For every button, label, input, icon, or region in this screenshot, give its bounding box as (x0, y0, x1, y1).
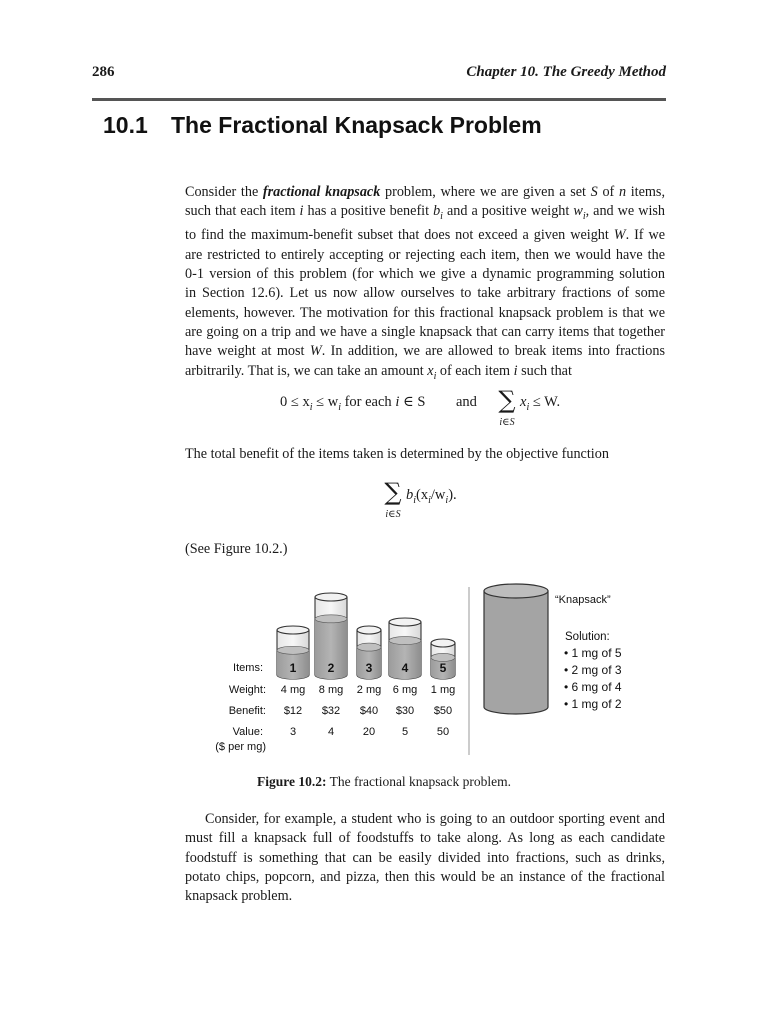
item-rim (277, 626, 309, 634)
section-heading (103, 112, 542, 139)
row-labels (215, 662, 266, 753)
value-unit-label: ($ per mg) (215, 741, 266, 753)
knapsack-cylinder (484, 584, 548, 714)
objective-intro: The total benefit of the items taken is determined by the objective function (185, 446, 609, 462)
item-liquid-surface (389, 637, 421, 645)
item-weight: 2 mg (356, 684, 382, 696)
item-weight: 4 mg (280, 684, 306, 696)
item-benefit: $12 (283, 705, 303, 717)
para1-line: have weight at most W. In addition, we are allowed to break items into fractions (185, 343, 665, 360)
page-number: 286 (92, 64, 115, 80)
item-cylinder-5 (431, 639, 455, 738)
chapter-title: Chapter 10. The Greedy Method (466, 64, 666, 80)
para1-line: arbitrarily. That is, we can take an amount $x_i$ of each item i such that (185, 362, 572, 382)
item-id-label: 1 (289, 661, 297, 675)
item-benefit: $40 (359, 705, 379, 717)
item-cylinder-3 (357, 626, 381, 738)
constraint-equation: $0 \le x_i \le w_i$ for each i ∈ S and ∑ i∈S $x_i \le W$. (280, 386, 561, 428)
para1-line: elements, however. The motivation for this fractional knapsack problem is that we (185, 304, 665, 321)
para1-line: are going on a trip and we have a single knapsack that can carry items that together (185, 323, 665, 340)
item-liquid-surface (357, 643, 381, 651)
item-weight: 1 mg (430, 684, 456, 696)
para3-line: potato chips, popcorn, and pizza, then this would be an instance of the fractional (185, 868, 665, 885)
solution-item: • 6 mg of 4 (564, 680, 622, 694)
item-benefit: $30 (395, 705, 415, 717)
item-value: 4 (327, 726, 335, 738)
intro-paragraph (185, 183, 665, 386)
para3-line: knapsack problem. (185, 888, 293, 905)
item-weight: 6 mg (392, 684, 418, 696)
items-label: Items: (233, 662, 263, 674)
item-cylinder-1 (277, 626, 309, 738)
para3-line: foodstuff is something that can be easily divided into fractions, such as drinks, (185, 849, 665, 866)
value-label: Value: (232, 726, 263, 738)
item-rim (431, 639, 455, 647)
objective-equation: ∑ i∈S $b_i(x_i/w_i)$. (384, 478, 457, 520)
item-cylinders (277, 593, 455, 738)
item-id-label: 4 (401, 661, 409, 675)
item-benefit: $32 (321, 705, 341, 717)
para1-line: to find the maximum-benefit subset that does not exceed a given weight W. If we (185, 227, 665, 244)
figure-caption (0, 774, 768, 790)
item-rim (389, 618, 421, 626)
solution-title: Solution: (565, 631, 610, 643)
page-header (92, 64, 666, 84)
item-benefit: $50 (433, 705, 453, 717)
item-cylinder-2 (315, 593, 347, 738)
caption-label: Figure 10.2: (256, 774, 327, 789)
item-liquid-surface (277, 646, 309, 654)
item-value: 50 (436, 726, 450, 738)
item-value: 3 (289, 726, 297, 738)
item-cylinder-4 (389, 618, 421, 738)
weight-label: Weight: (228, 684, 266, 696)
para1-line: in Section 12.6). Let us now allow ourselves to take arbitrary fractions of some (185, 285, 665, 302)
item-rim (357, 626, 381, 634)
solution-item: • 1 mg of 2 (564, 697, 622, 711)
caption-text: The fractional knapsack problem. (326, 774, 512, 789)
item-value: 20 (362, 726, 376, 738)
item-id-label: 5 (439, 661, 447, 675)
section-number: 10.1 (103, 112, 148, 138)
item-id-label: 3 (365, 661, 373, 675)
figure-reference: (See Figure 10.2.) (185, 541, 288, 557)
section-title: The Fractional Knapsack Problem (171, 112, 542, 138)
knapsack-figure (0, 575, 768, 775)
item-id-label: 2 (327, 661, 335, 675)
solution-item: • 2 mg of 3 (564, 663, 622, 677)
header-rule (92, 98, 666, 101)
example-paragraph (185, 810, 665, 906)
para1-line: 0-1 version of this problem (for which we give a dynamic programming solution (185, 266, 665, 283)
item-liquid-surface (315, 615, 347, 623)
para3-line: Consider, for example, a student who is going to an outdoor sporting event and (205, 811, 665, 827)
sigma-symbol: ∑ (498, 386, 516, 414)
sigma-symbol: ∑ (384, 478, 402, 506)
knapsack-label: “Knapsack” (555, 594, 611, 606)
para1-line: are restricted to entirely accepting or rejecting each item, then we would have the (185, 246, 665, 263)
para1-line: such that each item i has a positive benefit $b_i$ and a positive weight $w_i$, and we wish (185, 203, 666, 223)
item-rim (315, 593, 347, 601)
benefit-label: Benefit: (228, 705, 266, 717)
item-value: 5 (401, 726, 409, 738)
para3-line: must fill a knapsack full of foodstuffs to take along. As long as each candidate (185, 830, 665, 847)
item-weight: 8 mg (318, 684, 344, 696)
para1-line: Consider the fractional knapsack problem, where we are given a set S of n items, (185, 184, 665, 200)
solution-item: • 1 mg of 5 (564, 646, 622, 660)
